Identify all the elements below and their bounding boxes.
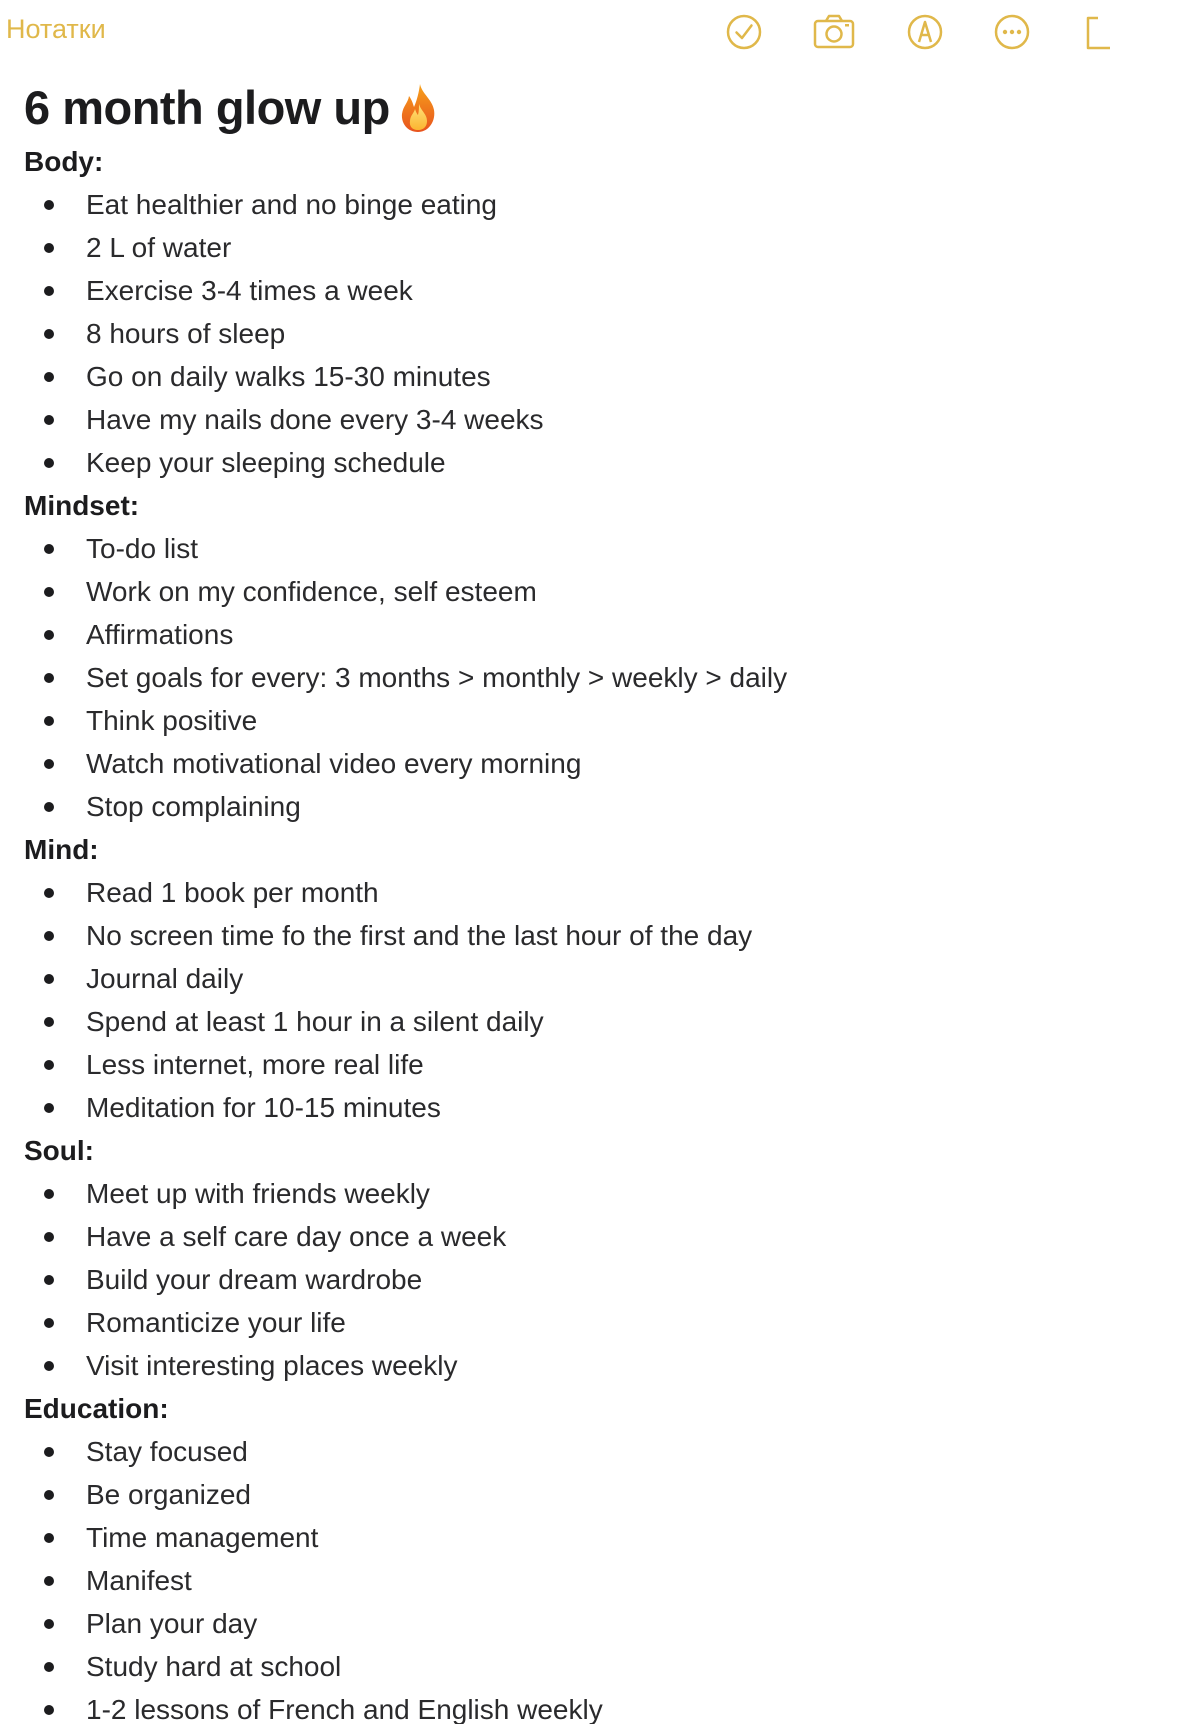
bullet-dot-icon <box>44 1318 54 1328</box>
list-item-text: Spend at least 1 hour in a silent daily <box>86 1006 544 1037</box>
list-item-text: Work on my confidence, self esteem <box>86 576 537 607</box>
list-item-text: No screen time fo the first and the last hour of the day <box>86 920 753 951</box>
bullet-dot-icon <box>44 802 54 812</box>
bullet-dot-icon <box>44 1060 54 1070</box>
list-item <box>24 871 1174 914</box>
bullet-dot-icon <box>44 372 54 382</box>
list-item-text: Build your dream wardrobe <box>86 1264 423 1295</box>
list-item <box>24 312 1174 355</box>
list-item-text: 1-2 lessons of French and English weekly <box>86 1694 603 1724</box>
bullet-dot-icon <box>44 458 54 468</box>
markup-icon[interactable] <box>903 10 947 54</box>
bullet-dot-icon <box>44 931 54 941</box>
bullet-dot-icon <box>44 1232 54 1242</box>
list-item-text: Think positive <box>86 705 258 736</box>
list-item <box>24 1086 1174 1129</box>
bullet-dot-icon <box>44 243 54 253</box>
bullet-dot-icon <box>44 1490 54 1500</box>
bullet-dot-icon <box>44 1662 54 1672</box>
bullet-dot-icon <box>44 587 54 597</box>
section-heading: Soul: <box>24 1135 94 1166</box>
compose-icon[interactable] <box>1080 10 1124 54</box>
checklist-icon[interactable] <box>722 10 766 54</box>
bullet-dot-icon <box>44 329 54 339</box>
list-item <box>24 1344 1174 1387</box>
list-item-text: To-do list <box>86 533 199 564</box>
list-item <box>24 1258 1174 1301</box>
bullet-dot-icon <box>44 1576 54 1586</box>
list-item-text: Plan your day <box>86 1608 258 1639</box>
note-title <box>24 76 1174 140</box>
bullet-list <box>24 1430 1174 1724</box>
list-item <box>24 570 1174 613</box>
list-item-text: Meditation for 10-15 minutes <box>86 1092 441 1123</box>
bullet-dot-icon <box>44 1533 54 1543</box>
list-item-text: Stop complaining <box>86 791 301 822</box>
list-item-text: Watch motivational video every morning <box>86 748 582 779</box>
list-item <box>24 269 1174 312</box>
list-item-text: Eat healthier and no binge eating <box>86 189 497 220</box>
list-item <box>24 527 1174 570</box>
list-item <box>24 1645 1174 1688</box>
list-item <box>24 1043 1174 1086</box>
list-item-text: Romanticize your life <box>86 1307 346 1338</box>
list-item-text: 2 L of water <box>86 232 232 263</box>
back-to-notes-link[interactable]: Нотатки <box>6 14 106 44</box>
bullet-dot-icon <box>44 888 54 898</box>
fire-emoji-icon <box>396 82 442 134</box>
bullet-dot-icon <box>44 1619 54 1629</box>
list-item-text: Visit interesting places weekly <box>86 1350 458 1381</box>
list-item <box>24 1473 1174 1516</box>
list-item <box>24 1430 1174 1473</box>
section-heading: Mindset: <box>24 490 140 521</box>
bullet-list <box>24 183 1174 484</box>
list-item-text: Less internet, more real life <box>86 1049 424 1080</box>
bullet-dot-icon <box>44 1447 54 1457</box>
list-item-text: Read 1 book per month <box>86 877 379 908</box>
list-item <box>24 441 1174 484</box>
list-item <box>24 1215 1174 1258</box>
bullet-dot-icon <box>44 673 54 683</box>
list-item-text: Keep your sleeping schedule <box>86 447 446 478</box>
list-item <box>24 785 1174 828</box>
list-item-text: Meet up with friends weekly <box>86 1178 430 1209</box>
list-item-text: Time management <box>86 1522 319 1553</box>
bullet-dot-icon <box>44 286 54 296</box>
list-item-text: Go on daily walks 15-30 minutes <box>86 361 491 392</box>
bullet-dot-icon <box>44 1103 54 1113</box>
list-item <box>24 742 1174 785</box>
list-item-text: Affirmations <box>86 619 234 650</box>
bullet-dot-icon <box>44 415 54 425</box>
list-item <box>24 226 1174 269</box>
list-item <box>24 1000 1174 1043</box>
more-icon[interactable] <box>990 10 1034 54</box>
list-item <box>24 914 1174 957</box>
list-item-text: 8 hours of sleep <box>86 318 286 349</box>
bullet-dot-icon <box>44 630 54 640</box>
bullet-dot-icon <box>44 544 54 554</box>
list-item <box>24 1172 1174 1215</box>
bullet-dot-icon <box>44 1189 54 1199</box>
list-item-text: Set goals for every: 3 months > monthly > weekly > daily <box>86 662 788 693</box>
list-item-text: Study hard at school <box>86 1651 342 1682</box>
list-item <box>24 613 1174 656</box>
list-item-text: Journal daily <box>86 963 244 994</box>
note-body[interactable] <box>24 76 1174 1724</box>
list-item-text: Exercise 3-4 times a week <box>86 275 413 306</box>
list-item <box>24 656 1174 699</box>
list-item <box>24 1301 1174 1344</box>
section-heading: Body: <box>24 146 104 177</box>
list-item <box>24 1602 1174 1645</box>
list-item-text: Stay focused <box>86 1436 248 1467</box>
section-heading: Mind: <box>24 834 99 865</box>
camera-icon[interactable] <box>812 10 856 54</box>
list-item <box>24 183 1174 226</box>
list-item <box>24 957 1174 1000</box>
list-item <box>24 1559 1174 1602</box>
note-title-text: 6 month glow up <box>24 81 390 134</box>
bullet-list <box>24 1172 1174 1387</box>
list-item-text: Manifest <box>86 1565 192 1596</box>
bullet-dot-icon <box>44 1705 54 1715</box>
bullet-dot-icon <box>44 716 54 726</box>
bullet-list <box>24 871 1174 1129</box>
bullet-list <box>24 527 1174 828</box>
bullet-dot-icon <box>44 1017 54 1027</box>
notes-toolbar <box>0 0 1203 66</box>
list-item-text: Be organized <box>86 1479 252 1510</box>
bullet-dot-icon <box>44 1361 54 1371</box>
list-item-text: Have my nails done every 3-4 weeks <box>86 404 544 435</box>
list-item <box>24 1516 1174 1559</box>
bullet-dot-icon <box>44 200 54 210</box>
list-item <box>24 699 1174 742</box>
list-item-text: Have a self care day once a week <box>86 1221 507 1252</box>
bullet-dot-icon <box>44 974 54 984</box>
list-item <box>24 355 1174 398</box>
list-item <box>24 1688 1174 1724</box>
bullet-dot-icon <box>44 1275 54 1285</box>
bullet-dot-icon <box>44 759 54 769</box>
section-heading: Education: <box>24 1393 169 1424</box>
list-item <box>24 398 1174 441</box>
